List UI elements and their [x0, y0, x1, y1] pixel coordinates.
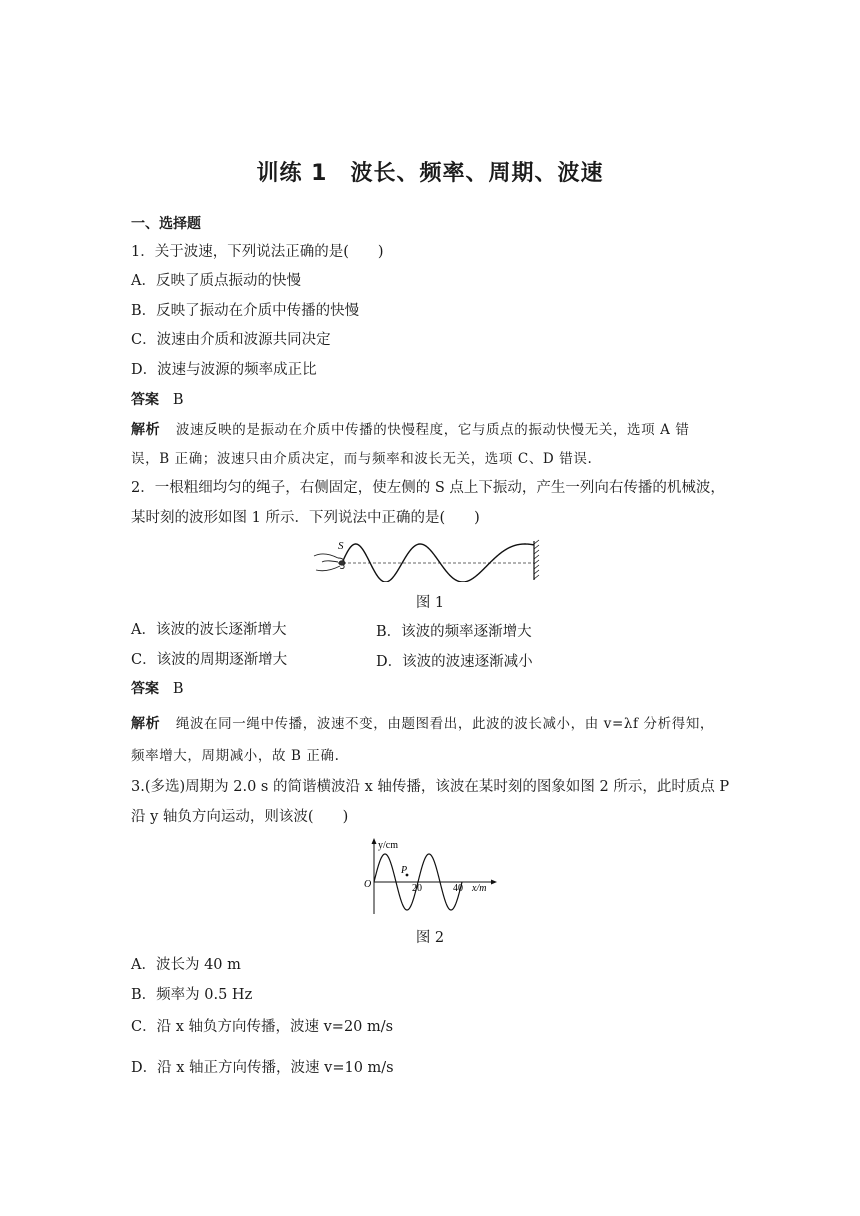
q2-stem-1: 2．一根粗细均匀的绳子，右侧固定，使左侧的 S 点上下振动，产生一列向右传播的机械波， — [131, 480, 725, 496]
q2-explain-label: 解析 — [131, 716, 161, 732]
x-tick-20: 20 — [412, 883, 422, 894]
origin-label: O — [364, 879, 372, 890]
y-axis-arrow — [372, 838, 377, 844]
q2-explain-1 — [131, 714, 714, 734]
q1-option-d: D．波速与波源的频率成正比 — [131, 362, 317, 378]
q2-option-c: C．该波的周期逐渐增大 — [131, 652, 288, 668]
figure-2-wave-graph — [360, 836, 500, 916]
hand-icon — [314, 554, 345, 571]
point-p-label: P — [401, 865, 408, 876]
q3-option-d: D．沿 x 轴正方向传播，波速 v=10 m/s — [131, 1060, 394, 1076]
q1-option-b: B．反映了振动在介质中传播的快慢 — [131, 303, 360, 319]
q1-answer-label: 答案 — [131, 392, 159, 408]
figure-1-caption: 图 1 — [415, 595, 445, 611]
q2-stem-2: 某时刻的波形如图 1 所示．下列说法中正确的是( ) — [131, 510, 480, 526]
q2-option-a: A．该波的波长逐渐增大 — [131, 622, 287, 638]
q2-option-d: D．该波的波速逐渐减小 — [376, 654, 533, 670]
q1-explain-text-1: 波速反映的是振动在介质中传播的快慢程度，它与质点的振动快慢无关，选项 A 错 — [175, 422, 690, 438]
q2-answer — [131, 679, 183, 699]
figure-1-rope-wave — [312, 536, 544, 582]
x-tick-40: 40 — [453, 883, 463, 894]
figure-2-caption: 图 2 — [415, 930, 445, 946]
q1-answer-value: B — [172, 392, 184, 408]
q3-stem-1: 3.(多选)周期为 2.0 s 的简谐横波沿 x 轴传播，该波在某时刻的图象如图 2 所示，此时质点 P — [131, 779, 730, 795]
page-title: 训练 1 波长、频率、周期、波速 — [256, 161, 604, 186]
q3-option-c: C．沿 x 轴负方向传播，波速 v=20 m/s — [131, 1019, 394, 1035]
wall-hatching — [534, 540, 539, 579]
x-axis-arrow — [491, 880, 497, 885]
x-axis-label: x/m — [472, 883, 487, 894]
q1-stem: 1．关于波速，下列说法正确的是( ) — [131, 244, 384, 260]
q3-stem-2: 沿 y 轴负方向运动，则该波( ) — [131, 809, 349, 825]
q2-option-b: B．该波的频率逐渐增大 — [376, 624, 532, 640]
q1-answer — [131, 390, 183, 410]
q1-explain-label: 解析 — [131, 422, 161, 438]
q1-explain-2: 误，B 正确；波速只由介质决定，而与频率和波长无关，选项 C、D 错误. — [131, 451, 593, 467]
y-axis-label: y/cm — [378, 840, 398, 851]
q3-option-a: A．波长为 40 m — [131, 957, 241, 973]
q2-explain-text-1: 绳波在同一绳中传播，波速不变，由题图看出，此波的波长减小，由 v=λf 分析得知， — [175, 716, 715, 732]
q1-option-a: A．反映了质点振动的快慢 — [131, 273, 301, 289]
q2-explain-2: 频率增大，周期减小，故 B 正确. — [131, 748, 340, 764]
point-s-label: S — [338, 540, 344, 552]
section-heading: 一、选择题 — [131, 216, 201, 232]
q2-answer-value: B — [172, 681, 184, 697]
q1-explain-1 — [131, 420, 689, 440]
q2-answer-label: 答案 — [131, 681, 159, 697]
q3-option-b: B．频率为 0.5 Hz — [131, 987, 253, 1003]
q1-option-c: C．波速由介质和波源共同决定 — [131, 332, 331, 348]
